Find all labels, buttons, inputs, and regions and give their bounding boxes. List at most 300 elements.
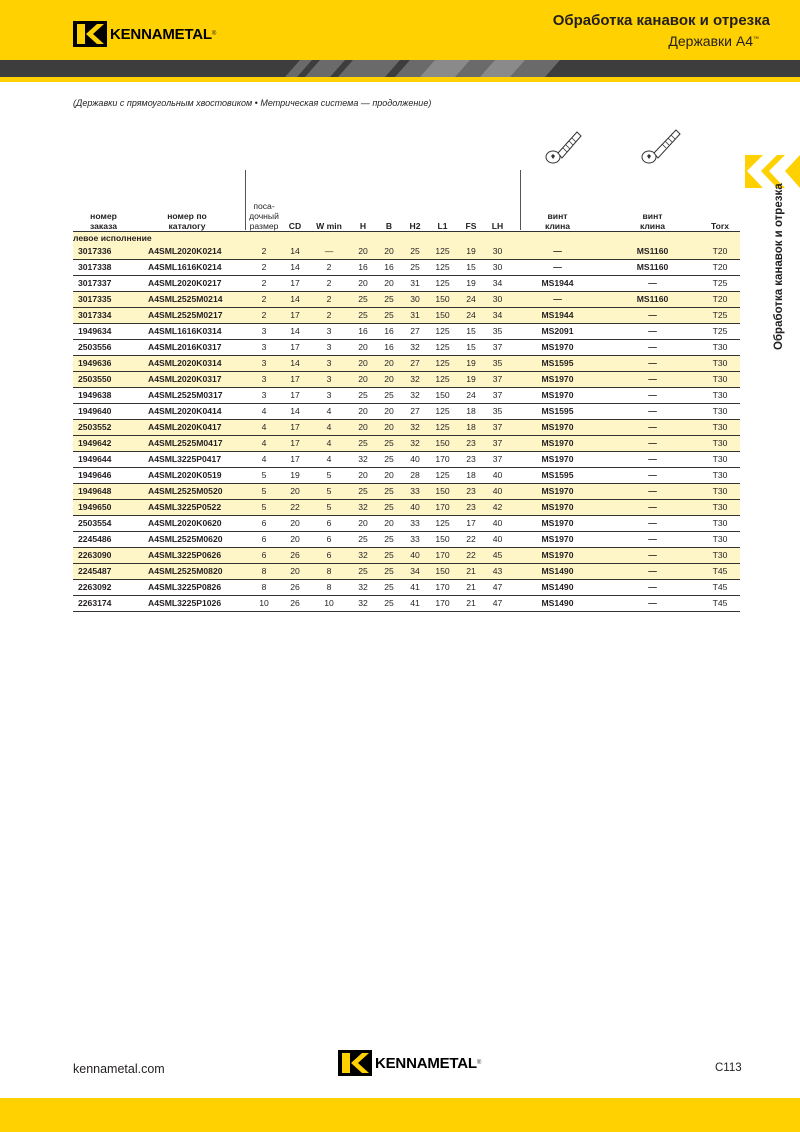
col-header-seat: поса-дочный размер — [249, 201, 279, 231]
row-order-number: 3017336 — [73, 244, 138, 260]
row-seat-size: 6 — [246, 548, 282, 564]
row-seat-size: 2 — [246, 276, 282, 292]
row-order-number: 2263092 — [73, 580, 138, 596]
row-l1: 170 — [428, 452, 457, 468]
row-wedge-screw-2: — — [605, 484, 700, 500]
row-wedge-screw-2: — — [605, 500, 700, 516]
row-fs: 15 — [457, 260, 485, 276]
row-catalog-number: A4SML2016K0317 — [138, 340, 246, 356]
row-fs: 15 — [457, 324, 485, 340]
row-wmin: 6 — [308, 516, 350, 532]
row-torx: T30 — [700, 452, 740, 468]
row-cd: 17 — [282, 452, 308, 468]
row-cd: 14 — [282, 260, 308, 276]
row-catalog-number: A4SML2525M0417 — [138, 436, 246, 452]
row-wedge-screw-2: — — [605, 436, 700, 452]
row-fs: 17 — [457, 516, 485, 532]
row-wedge-screw-2: — — [605, 452, 700, 468]
row-wmin: 3 — [308, 356, 350, 372]
row-cd: 22 — [282, 500, 308, 516]
row-cd: 14 — [282, 356, 308, 372]
row-seat-size: 5 — [246, 468, 282, 484]
row-order-number: 3017335 — [73, 292, 138, 308]
row-wedge-screw-1: MS1970 — [510, 548, 605, 564]
header-stripe — [0, 60, 800, 77]
row-seat-size: 2 — [246, 308, 282, 324]
row-lh: 37 — [485, 372, 510, 388]
row-h: 25 — [350, 388, 376, 404]
row-order-number: 3017338 — [73, 260, 138, 276]
table-row — [73, 292, 740, 308]
row-fs: 15 — [457, 340, 485, 356]
row-wedge-screw-2: — — [605, 596, 700, 612]
row-h: 25 — [350, 532, 376, 548]
row-h: 25 — [350, 484, 376, 500]
row-wmin: 3 — [308, 340, 350, 356]
row-h2: 40 — [402, 452, 428, 468]
row-lh: 40 — [485, 484, 510, 500]
row-wedge-screw-1: MS1944 — [510, 276, 605, 292]
row-seat-size: 3 — [246, 324, 282, 340]
wedge-screw-long-icon — [638, 126, 682, 168]
col-header-torx: Torx — [711, 221, 729, 231]
row-wmin: 4 — [308, 436, 350, 452]
row-catalog-number: A4SML3225P0522 — [138, 500, 246, 516]
row-torx: T30 — [700, 516, 740, 532]
row-h: 16 — [350, 324, 376, 340]
row-wmin: 4 — [308, 420, 350, 436]
row-b: 25 — [376, 596, 402, 612]
table-row — [73, 404, 740, 420]
row-h: 20 — [350, 276, 376, 292]
row-wedge-screw-1: MS1595 — [510, 356, 605, 372]
row-wedge-screw-2: — — [605, 468, 700, 484]
row-catalog-number: A4SML3225P1026 — [138, 596, 246, 612]
row-h2: 41 — [402, 580, 428, 596]
row-b: 20 — [376, 420, 402, 436]
side-tab-text: Обработка канавок и отрезка — [773, 183, 785, 350]
kennametal-k-icon — [73, 21, 107, 47]
row-wmin: 2 — [308, 260, 350, 276]
row-wedge-screw-1: MS1970 — [510, 388, 605, 404]
row-wedge-screw-1: — — [510, 292, 605, 308]
row-lh: 34 — [485, 276, 510, 292]
row-h2: 27 — [402, 404, 428, 420]
page-subtitle-text: Державки A4 — [668, 33, 753, 49]
table-row — [73, 580, 740, 596]
row-cd: 19 — [282, 468, 308, 484]
row-wmin: 6 — [308, 532, 350, 548]
table-row — [73, 356, 740, 372]
row-torx: T20 — [700, 292, 740, 308]
row-cd: 26 — [282, 596, 308, 612]
row-l1: 125 — [428, 468, 457, 484]
row-wmin: 4 — [308, 404, 350, 420]
row-seat-size: 5 — [246, 484, 282, 500]
col-header-wedge-screw-2: винт клина — [639, 211, 666, 231]
row-b: 25 — [376, 308, 402, 324]
row-h2: 31 — [402, 276, 428, 292]
row-b: 20 — [376, 356, 402, 372]
row-order-number: 2245487 — [73, 564, 138, 580]
table-row — [73, 276, 740, 292]
row-wmin: 8 — [308, 564, 350, 580]
row-order-number: 2503554 — [73, 516, 138, 532]
row-l1: 125 — [428, 276, 457, 292]
row-wedge-screw-2: — — [605, 308, 700, 324]
row-order-number: 2263174 — [73, 596, 138, 612]
col-header-wmin: W min — [316, 221, 342, 231]
col-header-h2: H2 — [409, 221, 421, 231]
row-wmin: 5 — [308, 500, 350, 516]
row-cd: 17 — [282, 308, 308, 324]
row-fs: 23 — [457, 452, 485, 468]
row-l1: 170 — [428, 500, 457, 516]
row-h: 25 — [350, 308, 376, 324]
row-torx: T30 — [700, 388, 740, 404]
row-seat-size: 2 — [246, 292, 282, 308]
row-b: 25 — [376, 500, 402, 516]
row-order-number: 2503556 — [73, 340, 138, 356]
row-seat-size: 4 — [246, 404, 282, 420]
holders-table — [73, 196, 740, 612]
row-order-number: 1949640 — [73, 404, 138, 420]
row-lh: 35 — [485, 404, 510, 420]
row-torx: T30 — [700, 372, 740, 388]
row-h: 25 — [350, 564, 376, 580]
row-torx: T30 — [700, 356, 740, 372]
row-lh: 35 — [485, 324, 510, 340]
footer-kennametal-logo — [338, 1050, 481, 1076]
row-catalog-number: A4SML1616K0314 — [138, 324, 246, 340]
col-header-lh: LH — [491, 221, 504, 231]
row-fs: 21 — [457, 564, 485, 580]
row-seat-size: 8 — [246, 564, 282, 580]
row-fs: 19 — [457, 356, 485, 372]
row-cd: 26 — [282, 548, 308, 564]
row-order-number: 1949650 — [73, 500, 138, 516]
row-b: 25 — [376, 484, 402, 500]
row-fs: 22 — [457, 548, 485, 564]
row-torx: T20 — [700, 260, 740, 276]
row-order-number: 2503552 — [73, 420, 138, 436]
row-seat-size: 8 — [246, 580, 282, 596]
row-l1: 150 — [428, 292, 457, 308]
footer-band — [0, 1098, 800, 1132]
row-cd: 17 — [282, 420, 308, 436]
row-wedge-screw-1: MS1595 — [510, 404, 605, 420]
row-seat-size: 2 — [246, 244, 282, 260]
row-h: 20 — [350, 340, 376, 356]
row-h2: 32 — [402, 388, 428, 404]
table-row — [73, 372, 740, 388]
row-wedge-screw-1: MS1970 — [510, 484, 605, 500]
row-cd: 17 — [282, 372, 308, 388]
row-l1: 150 — [428, 532, 457, 548]
row-h2: 41 — [402, 596, 428, 612]
row-fs: 21 — [457, 596, 485, 612]
row-h: 20 — [350, 356, 376, 372]
row-catalog-number: A4SML2020K0414 — [138, 404, 246, 420]
row-wedge-screw-2: — — [605, 356, 700, 372]
row-wedge-screw-2: MS1160 — [605, 260, 700, 276]
row-lh: 37 — [485, 388, 510, 404]
row-catalog-number: A4SML2020K0519 — [138, 468, 246, 484]
row-seat-size: 10 — [246, 596, 282, 612]
row-l1: 150 — [428, 436, 457, 452]
row-h: 16 — [350, 260, 376, 276]
row-l1: 150 — [428, 484, 457, 500]
table-row — [73, 324, 740, 340]
row-wedge-screw-1: MS1970 — [510, 420, 605, 436]
row-catalog-number: A4SML2525M0217 — [138, 308, 246, 324]
stripe-pattern — [0, 60, 800, 77]
table-row — [73, 308, 740, 324]
row-lh: 34 — [485, 308, 510, 324]
row-wedge-screw-1: MS1490 — [510, 564, 605, 580]
row-h: 25 — [350, 436, 376, 452]
row-order-number: 1949642 — [73, 436, 138, 452]
row-l1: 170 — [428, 596, 457, 612]
row-seat-size: 3 — [246, 356, 282, 372]
row-catalog-number: A4SML2020K0317 — [138, 372, 246, 388]
row-wedge-screw-1: MS1944 — [510, 308, 605, 324]
row-h2: 40 — [402, 548, 428, 564]
row-fs: 24 — [457, 292, 485, 308]
row-b: 25 — [376, 452, 402, 468]
row-b: 20 — [376, 244, 402, 260]
row-b: 16 — [376, 324, 402, 340]
row-lh: 40 — [485, 468, 510, 484]
row-fs: 22 — [457, 532, 485, 548]
row-h2: 27 — [402, 324, 428, 340]
row-b: 20 — [376, 404, 402, 420]
row-h: 20 — [350, 468, 376, 484]
page-subtitle-tm: ™ — [753, 36, 759, 43]
section-label: левое исполнение — [73, 232, 740, 245]
row-order-number: 1949644 — [73, 452, 138, 468]
row-torx: T30 — [700, 548, 740, 564]
row-h2: 32 — [402, 420, 428, 436]
row-order-number: 2245486 — [73, 532, 138, 548]
row-torx: T25 — [700, 276, 740, 292]
row-cd: 20 — [282, 484, 308, 500]
row-catalog-number: A4SML2020K0217 — [138, 276, 246, 292]
row-wmin: 3 — [308, 372, 350, 388]
row-b: 25 — [376, 548, 402, 564]
row-wedge-screw-2: — — [605, 388, 700, 404]
row-wedge-screw-1: MS1970 — [510, 436, 605, 452]
row-wedge-screw-2: — — [605, 404, 700, 420]
row-lh: 30 — [485, 244, 510, 260]
row-seat-size: 4 — [246, 420, 282, 436]
row-cd: 20 — [282, 516, 308, 532]
row-catalog-number: A4SML2525M0820 — [138, 564, 246, 580]
row-l1: 125 — [428, 260, 457, 276]
col-header-cd: CD — [288, 221, 302, 231]
row-lh: 42 — [485, 500, 510, 516]
page-header — [0, 0, 800, 82]
row-l1: 170 — [428, 580, 457, 596]
row-fs: 18 — [457, 468, 485, 484]
row-catalog-number: A4SML2020K0417 — [138, 420, 246, 436]
row-h2: 32 — [402, 372, 428, 388]
row-seat-size: 4 — [246, 452, 282, 468]
row-wedge-screw-1: MS1970 — [510, 532, 605, 548]
row-wmin: 10 — [308, 596, 350, 612]
row-seat-size: 6 — [246, 516, 282, 532]
row-torx: T30 — [700, 468, 740, 484]
row-cd: 14 — [282, 292, 308, 308]
row-l1: 125 — [428, 404, 457, 420]
row-wmin: — — [308, 244, 350, 260]
row-cd: 17 — [282, 276, 308, 292]
row-l1: 170 — [428, 548, 457, 564]
row-order-number: 1949638 — [73, 388, 138, 404]
row-catalog-number: A4SML2525M0317 — [138, 388, 246, 404]
row-lh: 40 — [485, 516, 510, 532]
table-row — [73, 596, 740, 612]
row-wmin: 2 — [308, 276, 350, 292]
kennametal-k-icon — [338, 1050, 372, 1076]
row-wmin: 3 — [308, 324, 350, 340]
row-fs: 23 — [457, 436, 485, 452]
row-h2: 34 — [402, 564, 428, 580]
row-h2: 40 — [402, 500, 428, 516]
row-wedge-screw-1: MS2091 — [510, 324, 605, 340]
row-h: 32 — [350, 500, 376, 516]
row-wmin: 2 — [308, 292, 350, 308]
row-torx: T30 — [700, 532, 740, 548]
row-torx: T25 — [700, 324, 740, 340]
row-wmin: 4 — [308, 452, 350, 468]
row-b: 25 — [376, 436, 402, 452]
row-order-number: 1949648 — [73, 484, 138, 500]
row-torx: T45 — [700, 580, 740, 596]
row-l1: 125 — [428, 372, 457, 388]
row-lh: 43 — [485, 564, 510, 580]
row-b: 20 — [376, 276, 402, 292]
footer-logo-tm: ® — [476, 1060, 482, 1066]
row-torx: T30 — [700, 340, 740, 356]
row-h2: 25 — [402, 260, 428, 276]
table-row — [73, 500, 740, 516]
row-lh: 37 — [485, 420, 510, 436]
row-lh: 45 — [485, 548, 510, 564]
row-l1: 125 — [428, 324, 457, 340]
row-fs: 19 — [457, 276, 485, 292]
page-number: C113 — [715, 1062, 742, 1074]
row-catalog-number: A4SML3225P0826 — [138, 580, 246, 596]
row-torx: T30 — [700, 484, 740, 500]
row-wedge-screw-2: — — [605, 516, 700, 532]
row-wedge-screw-1: MS1490 — [510, 596, 605, 612]
row-wmin: 5 — [308, 484, 350, 500]
logo-tm: ® — [211, 31, 217, 37]
row-fs: 23 — [457, 484, 485, 500]
row-b: 25 — [376, 580, 402, 596]
row-lh: 40 — [485, 532, 510, 548]
row-wedge-screw-2: — — [605, 276, 700, 292]
section-row — [73, 232, 740, 245]
row-wmin: 3 — [308, 388, 350, 404]
row-b: 20 — [376, 516, 402, 532]
col-header-catalog: номер по каталогу — [167, 211, 207, 231]
row-wedge-screw-2: — — [605, 548, 700, 564]
row-h: 32 — [350, 596, 376, 612]
row-wedge-screw-1: MS1595 — [510, 468, 605, 484]
row-wmin: 8 — [308, 580, 350, 596]
table-row — [73, 548, 740, 564]
row-lh: 30 — [485, 292, 510, 308]
row-torx: T25 — [700, 308, 740, 324]
row-h: 20 — [350, 372, 376, 388]
row-cd: 17 — [282, 388, 308, 404]
row-b: 25 — [376, 292, 402, 308]
col-header-fs: FS — [465, 221, 477, 231]
row-torx: T30 — [700, 420, 740, 436]
row-wedge-screw-2: — — [605, 340, 700, 356]
row-l1: 150 — [428, 388, 457, 404]
row-b: 20 — [376, 372, 402, 388]
wedge-screw-icon — [543, 126, 583, 168]
row-order-number: 3017334 — [73, 308, 138, 324]
row-order-number: 2263090 — [73, 548, 138, 564]
row-catalog-number: A4SML2525M0620 — [138, 532, 246, 548]
row-cd: 20 — [282, 532, 308, 548]
row-catalog-number: A4SML2020K0620 — [138, 516, 246, 532]
table-row — [73, 452, 740, 468]
row-cd: 17 — [282, 340, 308, 356]
table-row — [73, 388, 740, 404]
row-seat-size: 6 — [246, 532, 282, 548]
row-wedge-screw-2: — — [605, 580, 700, 596]
table-row — [73, 532, 740, 548]
row-l1: 125 — [428, 420, 457, 436]
row-cd: 20 — [282, 564, 308, 580]
row-cd: 14 — [282, 324, 308, 340]
row-seat-size: 3 — [246, 388, 282, 404]
row-h: 20 — [350, 244, 376, 260]
row-b: 25 — [376, 564, 402, 580]
row-lh: 37 — [485, 340, 510, 356]
table-row — [73, 484, 740, 500]
table-row — [73, 468, 740, 484]
row-h2: 33 — [402, 516, 428, 532]
row-fs: 24 — [457, 308, 485, 324]
row-fs: 18 — [457, 420, 485, 436]
row-fs: 21 — [457, 580, 485, 596]
row-order-number: 1949636 — [73, 356, 138, 372]
table-header-row — [73, 196, 740, 232]
row-h2: 32 — [402, 340, 428, 356]
row-h2: 28 — [402, 468, 428, 484]
row-torx: T20 — [700, 244, 740, 260]
row-l1: 125 — [428, 516, 457, 532]
row-fs: 23 — [457, 500, 485, 516]
row-fs: 19 — [457, 244, 485, 260]
row-b: 25 — [376, 532, 402, 548]
row-torx: T45 — [700, 596, 740, 612]
row-order-number: 2503550 — [73, 372, 138, 388]
row-l1: 125 — [428, 340, 457, 356]
row-catalog-number: A4SML2525M0214 — [138, 292, 246, 308]
footer-url[interactable]: kennametal.com — [73, 1062, 165, 1076]
row-wedge-screw-2: MS1160 — [605, 292, 700, 308]
row-wedge-screw-1: MS1970 — [510, 372, 605, 388]
row-lh: 30 — [485, 260, 510, 276]
row-fs: 24 — [457, 388, 485, 404]
